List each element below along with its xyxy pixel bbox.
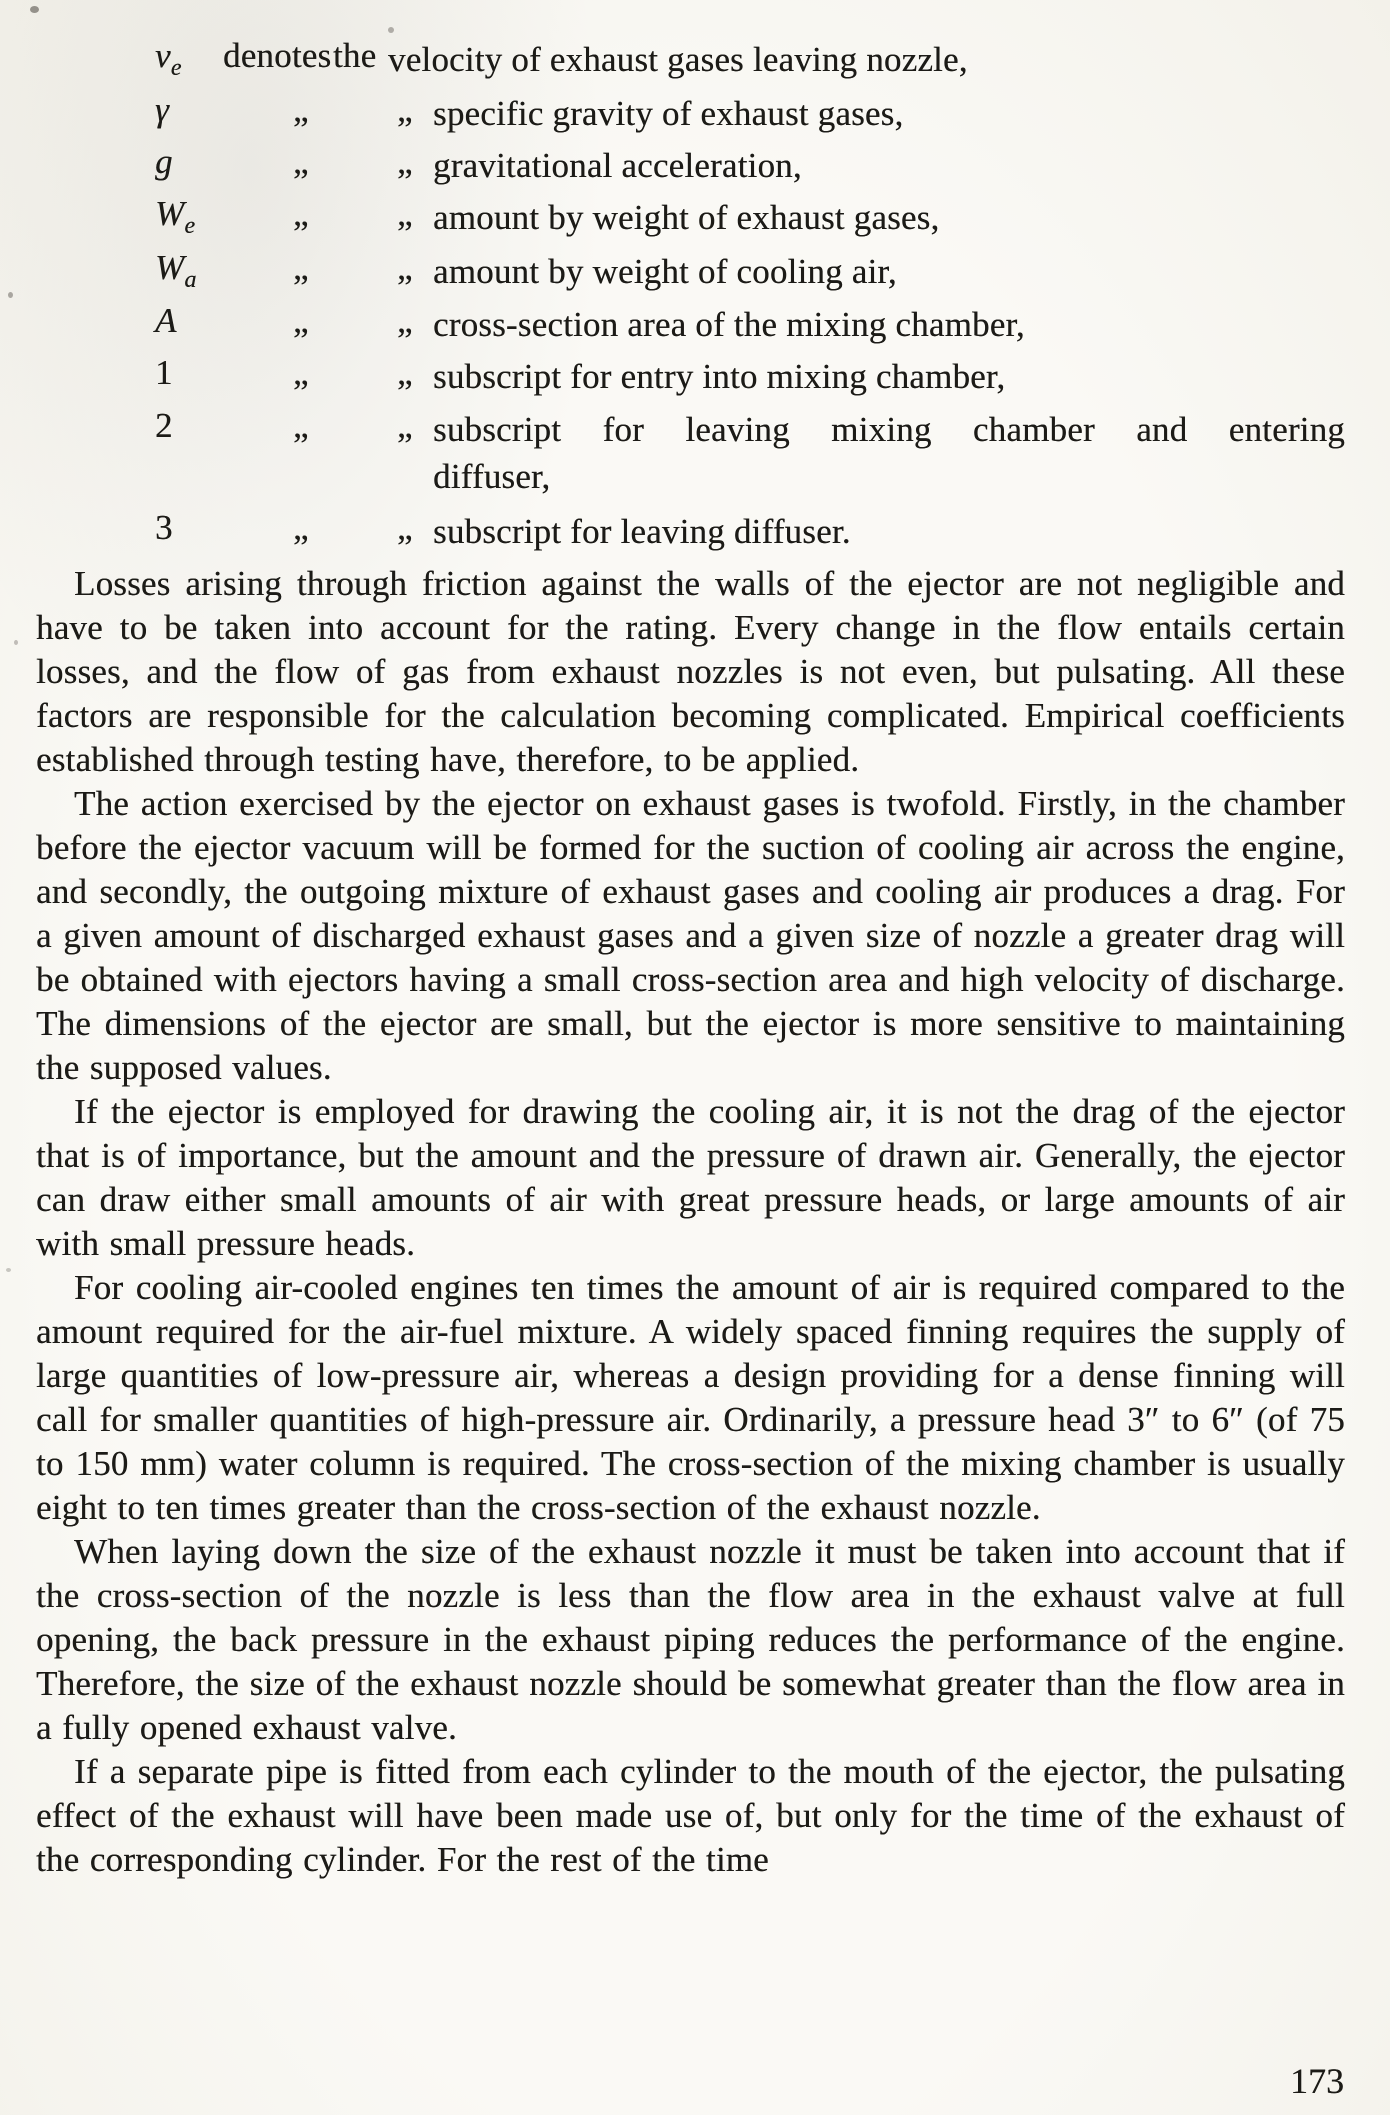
- scan-speck: [388, 27, 394, 33]
- paragraph-air-cooled-engines: For cooling air-cooled engines ten times the amount of air is required compared to the amount required for the air-fuel mixture. A widely spaced finning requires the supply of large quantities of low-pressure air, whereas a design providing for a dense finning will call for smaller quantities of high-pressure air. Ordinarily, a pressure head 3″ to 6″ (of 75 to 150 mm) water column is required. The cross-section of the mixing chamber is usually eight to ten times greater than the cross-section of the exhaust nozzle.: [36, 1268, 1345, 1527]
- ditto-mark: „: [397, 353, 413, 392]
- ditto-mark: „: [293, 353, 309, 392]
- scan-speck: [8, 292, 13, 298]
- ditto-mark: „: [397, 194, 413, 233]
- scan-speck: [14, 640, 18, 645]
- symbol-description: subscript for leaving mixing chamber and entering diffuser,: [433, 410, 1345, 496]
- symbol-term: $W_e$: [155, 194, 196, 239]
- paragraph-separate-pipe: If a separate pipe is fitted from each cylinder to the mouth of the ejector, the pulsating effect of the exhaust will have been made use of, but only for the time of the exhaust of the corresponding cylinder. For the rest of the time: [36, 1752, 1345, 1879]
- page-number: 173: [1290, 2061, 1344, 2101]
- symbol-term: 2: [155, 406, 173, 445]
- symbol-description: amount by weight of exhaust gases,: [433, 198, 940, 237]
- scan-speck: [30, 6, 39, 13]
- symbol-description: gravitational acceleration,: [433, 146, 802, 185]
- ditto-mark: „: [293, 301, 309, 340]
- the-word: the: [333, 36, 377, 75]
- ditto-mark: „: [293, 406, 309, 445]
- ditto-mark: „: [397, 142, 413, 181]
- symbol-description: specific gravity of exhaust gases,: [433, 94, 904, 133]
- paragraph-ejector-action: The action exercised by the ejector on exhaust gases is twofold. Firstly, in the chamber before the ejector vacuum will be formed for the suction of cooling air across the engine, and secondly, the outgoing mixture of exhaust gases and cooling air produces a drag. For a given amount of discharged exhaust gases and a given size of nozzle a greater drag will be obtained with ejectors having a small cross-section area and high velocity of discharge. The dimensions of the ejector are small, but the ejector is more sensitive to maintaining the supposed values.: [36, 784, 1345, 1087]
- symbol-term: A: [155, 301, 177, 340]
- paragraph-nozzle-sizing: When laying down the size of the exhaust nozzle it must be taken into account that if the cross-section of the nozzle is less than the flow area in the exhaust valve at full opening, the back pressure in the exhaust piping reduces the performance of the engine. Therefore, the size of the exhaust nozzle should be somewhat greater than the flow area in a fully opened exhaust valve.: [36, 1532, 1345, 1747]
- ditto-mark: „: [293, 142, 309, 181]
- symbol-term: 1: [155, 353, 173, 392]
- ditto-mark: „: [293, 194, 309, 233]
- symbol-description: velocity of exhaust gases leaving nozzle,: [388, 40, 968, 79]
- symbol-description: amount by weight of cooling air,: [433, 252, 897, 291]
- ditto-mark: „: [397, 90, 413, 129]
- scan-speck: [6, 1268, 11, 1272]
- symbol-description: subscript for leaving diffuser.: [433, 512, 851, 551]
- symbol-term: g: [155, 142, 173, 181]
- paragraph-drawing-cooling-air: If the ejector is employed for drawing the cooling air, it is not the drag of the ejector that is of importance, but the amount and the pressure of drawn air. Generally, the ejector can draw either small amounts of air with great pressure heads, or large amounts of air with small pressure heads.: [36, 1092, 1345, 1263]
- symbol-description: cross-section area of the mixing chamber,: [433, 305, 1025, 344]
- symbol-description: subscript for entry into mixing chamber,: [433, 357, 1006, 396]
- ditto-mark: „: [293, 508, 309, 547]
- ditto-mark: „: [397, 248, 413, 287]
- symbol-term: $v_e$: [155, 36, 182, 81]
- ditto-mark: „: [397, 406, 413, 445]
- symbol-term: $W_a$: [155, 248, 197, 293]
- body-text: [36, 562, 1345, 1882]
- symbol-term: 3: [155, 508, 173, 547]
- denotes-word: denotes: [223, 36, 332, 75]
- ditto-mark: „: [293, 248, 309, 287]
- symbol-term: γ: [155, 90, 169, 129]
- paragraph-losses: Losses arising through friction against the walls of the ejector are not negligible and have to be taken into account for the rating. Every change in the flow entails certain losses, and the flow of gas from exhaust nozzles is not even, but pulsating. All these factors are responsible for the calculation becoming complicated. Empirical coefficients established through testing have, therefore, to be applied.: [36, 564, 1345, 779]
- ditto-mark: „: [397, 508, 413, 547]
- ditto-mark: „: [293, 90, 309, 129]
- ditto-mark: „: [397, 301, 413, 340]
